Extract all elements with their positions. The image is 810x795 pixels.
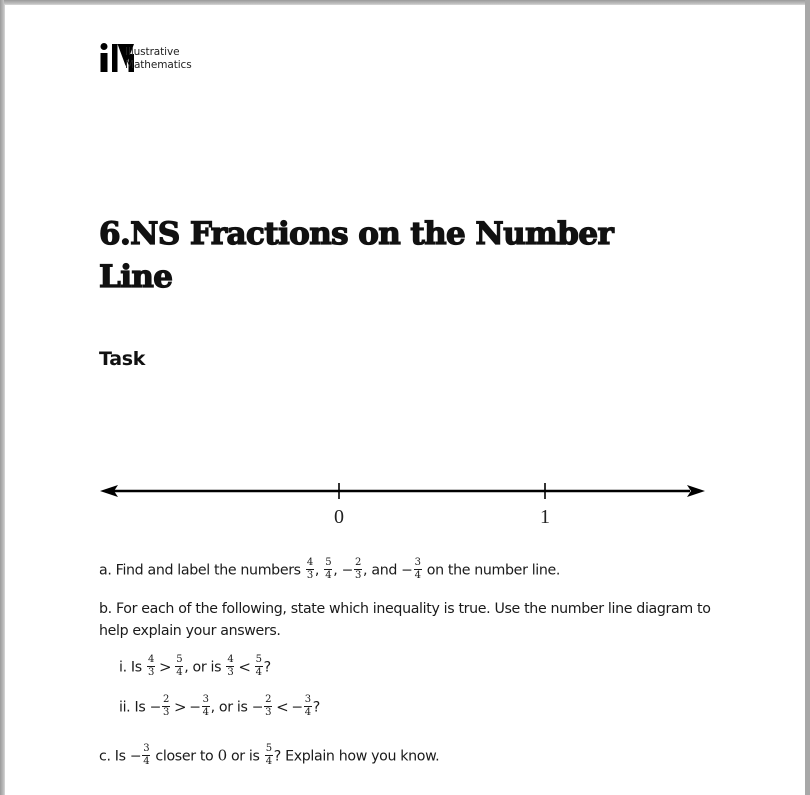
number-line-diagram — [96, 475, 712, 535]
minus-sign: − — [401, 562, 413, 579]
fraction — [255, 655, 263, 678]
denominator: 3 — [265, 707, 272, 718]
section-heading-task: Task — [99, 348, 146, 370]
fraction — [175, 655, 183, 678]
denominator: 3 — [162, 707, 169, 718]
numerator: 5 — [176, 654, 183, 665]
fraction — [265, 744, 273, 767]
part-c-text: or is — [230, 748, 260, 765]
tick-label-1: 1 — [540, 506, 550, 528]
greater-than-sign: > — [173, 697, 187, 716]
minus-sign: − — [189, 699, 201, 716]
separator: , — [314, 562, 320, 579]
fraction — [142, 744, 150, 767]
item-label: ii. Is — [119, 699, 146, 716]
viewer-frame-right — [805, 0, 810, 795]
page-title — [99, 213, 719, 299]
separator: , and — [363, 562, 397, 579]
numerator: 2 — [355, 557, 362, 568]
numerator: 4 — [147, 654, 154, 665]
tick-label-0: 0 — [334, 506, 344, 528]
fraction — [304, 695, 312, 718]
fraction — [306, 558, 314, 581]
item-label: i. Is — [119, 659, 142, 676]
item-mid-text: , or is — [184, 659, 222, 676]
numerator: 4 — [227, 654, 234, 665]
logo-line-1: Illustrative — [125, 46, 180, 58]
less-than-sign: < — [276, 697, 289, 716]
minus-sign: − — [251, 699, 264, 716]
numerator: 5 — [265, 743, 272, 754]
part-c-prefix: c. Is — [99, 748, 126, 765]
denominator: 3 — [147, 667, 154, 678]
minus-sign: − — [129, 748, 142, 765]
task-part-a — [99, 559, 560, 582]
minus-sign: − — [149, 699, 161, 716]
numerator: 3 — [414, 557, 421, 568]
part-a-suffix: on the number line. — [426, 562, 561, 579]
fraction — [202, 695, 210, 718]
fraction — [226, 655, 234, 678]
numerator: 3 — [304, 694, 311, 705]
denominator: 4 — [304, 707, 311, 718]
title-line-1: 6.NS Fractions on the Number — [99, 216, 614, 252]
numerator: 3 — [143, 743, 150, 754]
denominator: 4 — [255, 667, 262, 678]
part-c-suffix: ? Explain how you know. — [273, 748, 440, 765]
fraction — [264, 695, 272, 718]
title-line-2: Line — [99, 259, 173, 295]
denominator: 4 — [325, 570, 332, 581]
denominator: 4 — [202, 707, 209, 718]
numerator: 5 — [325, 557, 332, 568]
denominator: 3 — [306, 570, 313, 581]
part-c-text: closer to — [155, 748, 214, 765]
illustrative-mathematics-logo — [96, 40, 246, 76]
denominator: 3 — [355, 570, 362, 581]
logo-wordmark — [125, 46, 192, 72]
task-part-b-ii — [119, 696, 320, 719]
denominator: 3 — [227, 667, 234, 678]
numerator: 5 — [255, 654, 262, 665]
part-a-prefix: a. Find and label the numbers — [99, 562, 301, 579]
separator: , — [333, 562, 338, 579]
task-part-b-i — [119, 656, 271, 679]
denominator: 4 — [143, 756, 150, 767]
less-than-sign: < — [238, 657, 251, 676]
fraction — [324, 558, 332, 581]
numerator: 4 — [306, 557, 313, 568]
question-mark: ? — [263, 659, 271, 676]
fraction — [354, 558, 362, 581]
numerator: 3 — [202, 694, 209, 705]
minus-sign: − — [291, 699, 303, 716]
question-mark: ? — [312, 699, 320, 716]
denominator: 4 — [176, 667, 183, 678]
greater-than-sign: > — [158, 657, 172, 676]
fraction — [162, 695, 170, 718]
task-part-b: b. For each of the following, state which inequality is true. Use the number line diagram to help explain your answers. — [99, 601, 711, 639]
denominator: 4 — [265, 756, 272, 767]
fraction — [147, 655, 155, 678]
task-part-c — [99, 745, 439, 768]
logo-line-2: Mathematics — [125, 59, 192, 71]
numerator: 2 — [162, 694, 169, 705]
fraction — [414, 558, 422, 581]
numerator: 2 — [265, 694, 272, 705]
item-mid-text: , or is — [210, 699, 248, 716]
zero-value: 0 — [217, 746, 227, 765]
minus-sign: − — [341, 562, 354, 579]
denominator: 4 — [414, 570, 421, 581]
